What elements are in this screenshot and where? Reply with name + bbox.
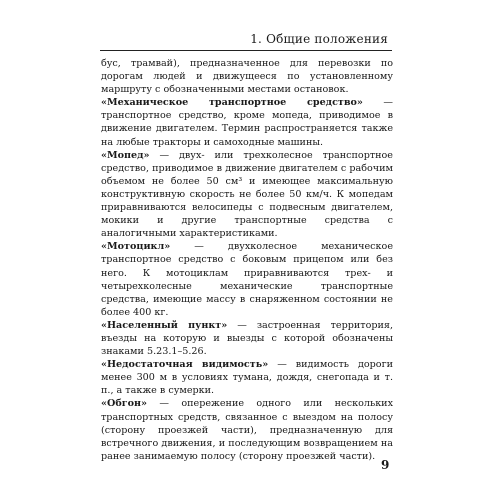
paragraph-continuation [101,57,393,96]
definition-term: «Мопед» [101,149,150,161]
chapter-title: 1. Общие положения [250,32,388,46]
definition-text: — опережение одного или нескольких транспортных средств, связанное с выездом на полосу (сторону проезжей части), предназначенную для встречного движения, и последующим возвращением на ранее занимаемую полосу (сторону проезжей части). [101,398,393,462]
definition-motor-vehicle [101,96,393,148]
definition-term: «Недостаточная видимость» [101,359,269,371]
running-header [100,30,392,51]
page-body [101,57,393,463]
definition-settlement [101,319,393,358]
definition-term: «Обгон» [101,398,148,410]
page-number: 9 [381,458,390,472]
definition-text: — двух- или трехколесное транспортное средство, приводимое в движение двигателем с рабочим объемом не более 50 см³ и имеющее максимальную конструктивную скорость не более 50 км/ч. К мопедам приравниваются велосипеды с подвесным двигателем, мокики и другие транспортные средства с аналогичными характеристиками. [101,149,393,240]
definition-moped [101,149,393,241]
definition-poor-visibility [101,358,393,397]
definition-term: «Мотоцикл» [101,241,171,253]
definition-text: — двухколесное механическое транспортное средство с боковым прицепом или без него. К мотоциклам приравниваются трех- и четырехколесные механические транспортные средства, имеющие массу в снаряженном состоянии не более 400 кг. [101,241,393,318]
definition-overtaking [101,397,393,462]
definition-text: — транспортное средство, кроме мопеда, приводимое в движение двигателем. Термин распространяется также на любые тракторы и самоходные машины. [101,97,393,148]
definition-term: «Населенный пункт» [101,319,228,331]
definition-text: бус, трамвай), предназначенное для перевозки по дорогам людей и движущееся по установленному маршруту с обозначенными местами остановок. [101,58,393,96]
definition-term: «Механическое транспортное средство» [101,97,363,109]
definition-motorcycle [101,240,393,319]
definition-text: — видимость дороги менее 300 м в условиях тумана, дождя, снегопада и т. п., а также в сумерки. [101,359,393,397]
definition-text: — застроенная территория, въезды на которую и выезды с которой обозначены знаками 5.23.1–5.26. [101,319,393,358]
